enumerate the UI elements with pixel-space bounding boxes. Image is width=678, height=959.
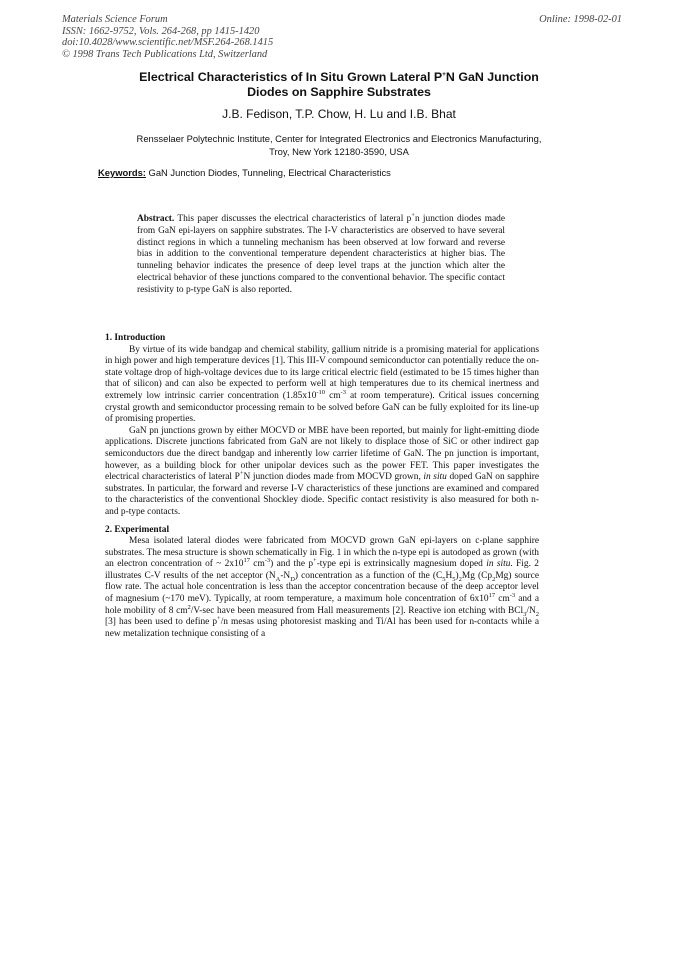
- keywords: [98, 167, 598, 178]
- keywords-label: Keywords:: [98, 167, 146, 178]
- abstract: Abstract. This paper discusses the electrical characteristics of lateral p+n junction diodes made from GaN epi-layers on sapphire substrates. The I-V characteristics are observed to have several distinct regions in which a tunneling mechanism has been observed at low forward and reverse bias in addition to the conventional temperature dependent characteristics at higher bias. The tunneling behavior indicates the presence of deep level traps at the junction which alter the electrical behavior of these junctions compared to the conventional behavior. The specific contact resistivity to p-type GaN is also reported.: [137, 211, 505, 295]
- affiliation: Rensselaer Polytechnic Institute, Center for Integrated Electronics and Electronics Manufacturing, Troy, New York 12180-3590, USA: [136, 133, 542, 157]
- abstract-label: Abstract.: [137, 214, 175, 224]
- issn: ISSN: 1662-9752, Vols. 264-268, pp 1415-1420: [62, 25, 260, 37]
- section-heading-introduction: 1. Introduction: [105, 333, 166, 343]
- keywords-text: GaN Junction Diodes, Tunneling, Electrical Characteristics: [145, 167, 391, 178]
- paragraph: GaN pn junctions grown by either MOCVD or MBE have been reported, but mainly for light-emitting diode applications. Discrete junctions fabricated from GaN are not likely to displace those of SiC or other indirect gap semiconductors due the direct bandgap and inherently low carrier lifetime of GaN. The pn junction is important, however, as a building block for other unipolar devices such as the power FET. This paper investigates the electrical characteristics of lateral P+N junction diodes made from MOCVD grown, in situ doped GaN on sapphire substrates. In particular, the forward and reverse I-V characteristics of these junctions are examined and compared to the characteristics of the conventional Shockley diode. Specific contact resistivity is also measured for both n- and p-type contacts.: [105, 425, 540, 517]
- body-text: [105, 333, 539, 640]
- section-heading-experimental: 2. Experimental: [105, 524, 170, 535]
- journal-header: [62, 14, 622, 60]
- paragraph: Mesa isolated lateral diodes were fabricated from MOCVD grown GaN epi-layers on c-plane sapphire substrates. The mesa structure is shown schematically in Fig. 1 in which the n-type epi is autodoped as grown (with an electron concentration of ~ $2x10^{17}$ $cm^{-3}$) and the p+-type epi is extrinsically magnesium doped in situ. Fig. 2 illustrates C-V results of the net acceptor $(N_A-N_D)$ concentration as a function of the $(C_5H_5)_2Mg$ $(Cp_2Mg)$ source flow rate. The actual hole concentration is less than the acceptor concentration because of the deep acceptor level of magnesium (~170 meV). Typically, at room temperature, a maximum hole concentration of $6x10^{17}$ $cm^{-3}$ and a hole mobility of 8 $cm^2/V-\sec$ have been measured from Hall measurements [2]. Reactive ion etching with $BCl_3/N_2$ [3] has been used to define p+/n mesas using photoresist masking and Ti/Al has been used for n-contacts while a new metalization technique consisting of a: [105, 536, 539, 639]
- copyright: © 1998 Trans Tech Publications Ltd, Switzerland: [62, 48, 268, 60]
- paragraph: By virtue of its wide bandgap and chemical stability, gallium nitride is a promising material for applications in high power and high temperature devices [1]. This III-V compound semiconductor can potentially reduce the on-state voltage drop of high-voltage devices due to its large critical electric field (estimated to be 15 times higher than that of silicon) and can also be expected to perform well at high temperatures due to its chemical inertness and extremely low intrinsic carrier concentration ($1.85x10^{-10}$ $cm^{-3}$ at room temperature). Critical issues concerning crystal growth and semiconductor processing remain to be solved before GaN can be fully exploited for its line-up of promising properties.: [105, 344, 539, 425]
- journal-name: Materials Science Forum: [62, 14, 168, 25]
- doi-link[interactable]: doi:10.4028/www.scientific.net/MSF.264-268.1415: [62, 37, 274, 49]
- paper-title: Electrical Characteristics of In Situ Grown Lateral P+N GaN Junction Diodes on Sapphire Substrates: [139, 70, 539, 99]
- online-date: Online: 1998-02-01: [539, 14, 622, 25]
- authors: J.B. Fedison, T.P. Chow, H. Lu and I.B. Bhat: [222, 107, 456, 121]
